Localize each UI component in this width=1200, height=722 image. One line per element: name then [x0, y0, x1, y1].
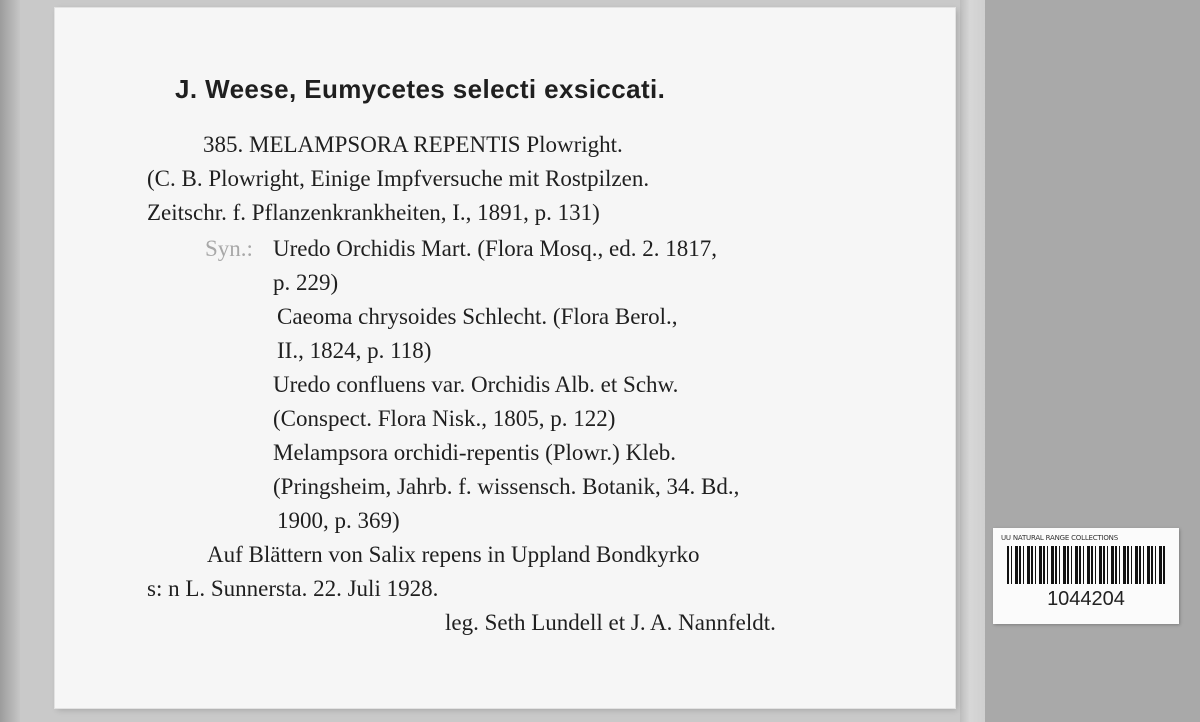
- barcode-label: [993, 528, 1179, 624]
- barcode-number: 1044204: [1047, 588, 1125, 610]
- species-line: 385. MELAMPSORA REPENTIS Plowright.: [203, 132, 623, 157]
- locality-line-2: s: n L. Sunnersta. 22. Juli 1928.: [147, 576, 439, 601]
- synonym-prefix: Syn.:: [205, 236, 253, 261]
- specimen-label: [55, 8, 955, 708]
- synonym-4-line-3: 1900, p. 369): [277, 508, 400, 533]
- sheet-left-shadow: [0, 0, 20, 722]
- citation-line-2: Zeitschr. f. Pflanzenkrankheiten, I., 1891, p. 131): [147, 200, 600, 225]
- synonym-1-line-1: Uredo Orchidis Mart. (Flora Mosq., ed. 2. 1817,: [273, 236, 717, 261]
- sheet-right-edge: [960, 0, 985, 722]
- collectors-line: leg. Seth Lundell et J. A. Nannfeldt.: [445, 610, 776, 635]
- locality-line-1: Auf Blättern von Salix repens in Uppland Bondkyrko: [207, 542, 700, 567]
- synonym-2-line-2: II., 1824, p. 118): [277, 338, 432, 363]
- synonym-3-line-2: (Conspect. Flora Nisk., 1805, p. 122): [273, 406, 616, 431]
- synonym-2-line-1: Caeoma chrysoides Schlecht. (Flora Berol.,: [277, 304, 678, 329]
- synonym-4-line-2: (Pringsheim, Jahrb. f. wissensch. Botanik, 34. Bd.,: [273, 474, 740, 499]
- barcode-header: UU NATURAL RANGE COLLECTIONS: [1001, 534, 1118, 542]
- citation-line-1: (C. B. Plowright, Einige Impfversuche mit Rostpilzen.: [147, 166, 650, 191]
- label-title: J. Weese, Eumycetes selecti exsiccati.: [175, 74, 666, 104]
- synonym-1-line-2: p. 229): [273, 270, 339, 295]
- barcode-icon: [1007, 546, 1165, 584]
- synonym-3-line-1: Uredo confluens var. Orchidis Alb. et Schw.: [273, 372, 679, 397]
- synonym-4-line-1: Melampsora orchidi-repentis (Plowr.) Kleb.: [273, 440, 677, 465]
